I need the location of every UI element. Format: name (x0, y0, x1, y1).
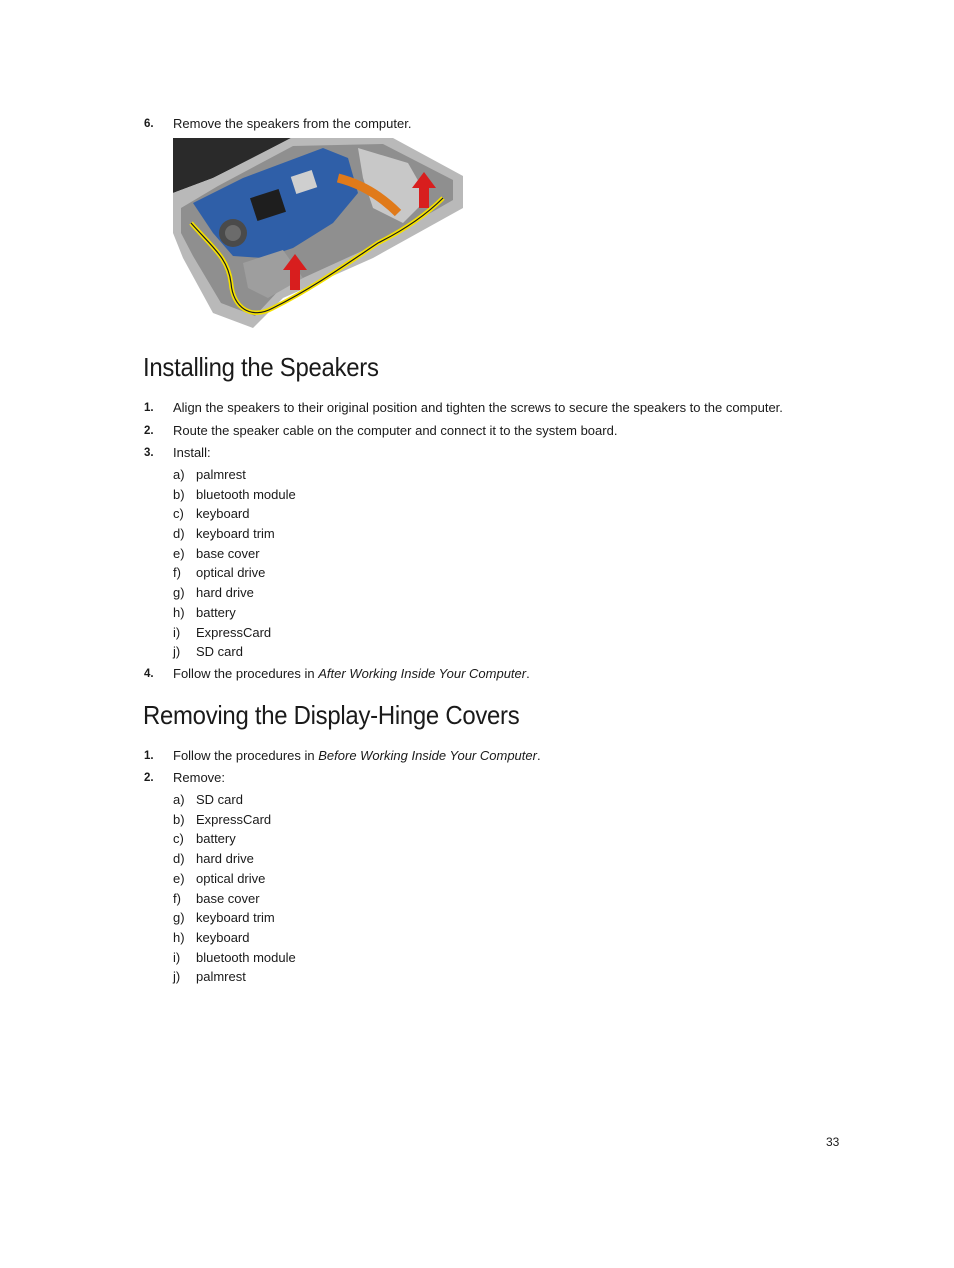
section-title-removing-hinge-covers: Removing the Display-Hinge Covers (143, 700, 520, 730)
manual-page: 6. Remove the speakers from the computer. Installing the Speakers 1. Align the speakers to their original position and tighten the screws to secure the speakers to the computer. 2. Route the speaker cable on the computer and connect it to the system board. 3. Install: a) palmrest b) bluetooth module c) keyboard d) keyboard trim e) base cover f) optical drive g) hard drive h) battery i) ExpressCard j) SD card 4. Follow the procedures in After Working Inside Your Computer. Removing the Display-Hinge Covers 1. Follow the procedures in Before Working Inside Your Computer. 2. Remove: a) SD card b) ExpressCard c) battery d) hard drive e) optical drive f) base cover g) keyboard trim h) keyboard i) bluetooth module j) palmrest 33 (143, 116, 840, 1149)
step-number: 1. (144, 402, 154, 414)
section-title-installing-speakers: Installing the Speakers (143, 352, 379, 382)
step-text: Align the speakers to their original position and tighten the screws to secure the speakers to the computer. (173, 400, 783, 415)
step-number: 4. (144, 668, 154, 680)
step-number: 2. (144, 425, 154, 437)
step-text: Follow the procedures in After Working Inside Your Computer. (173, 666, 530, 681)
step-number: 6. (144, 118, 154, 130)
before-working-link[interactable]: Before Working Inside Your Computer (318, 748, 537, 763)
step-number: 1. (144, 750, 154, 762)
step-text: Route the speaker cable on the computer and connect it to the system board. (173, 423, 618, 438)
step-number: 3. (144, 447, 154, 459)
page-number: 33 (826, 1135, 840, 1149)
speaker-removal-figure (173, 138, 463, 328)
step-text: Install: (173, 445, 211, 460)
step-number: 2. (144, 772, 154, 784)
step-text: Remove the speakers from the computer. (173, 116, 412, 131)
after-working-link[interactable]: After Working Inside Your Computer (318, 666, 527, 681)
step-text: Follow the procedures in Before Working Inside Your Computer. (173, 748, 541, 763)
step-text: Remove: (173, 770, 226, 785)
